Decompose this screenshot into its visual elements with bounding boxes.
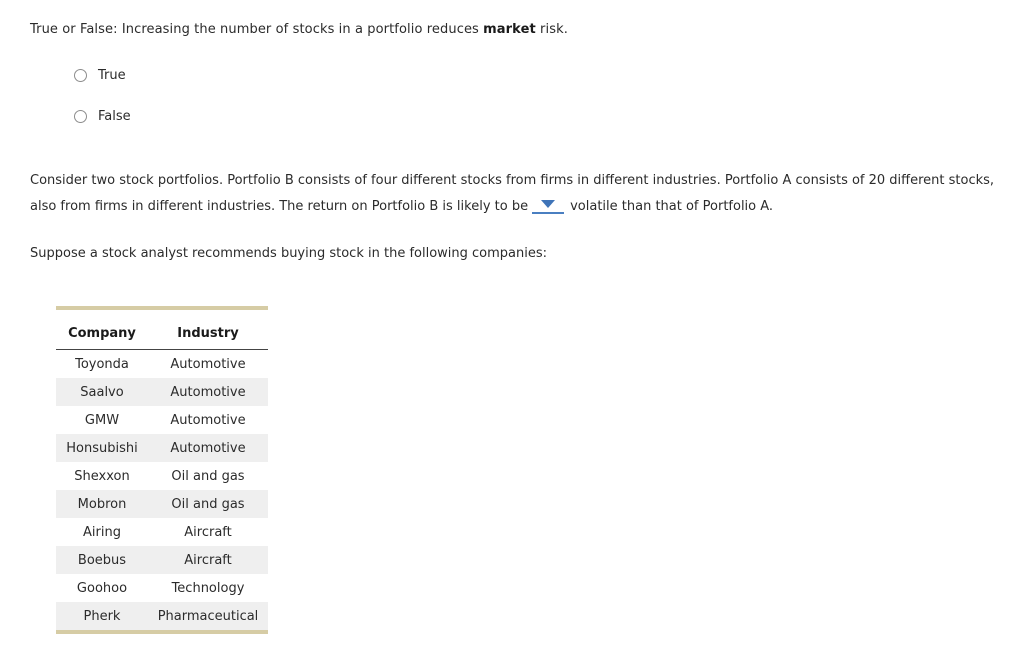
table-row bbox=[56, 378, 268, 406]
question-1-text bbox=[30, 22, 568, 37]
industry-cell: Aircraft bbox=[184, 524, 232, 540]
option-true[interactable] bbox=[74, 68, 126, 83]
industry-cell: Aircraft bbox=[148, 546, 268, 574]
question-2-line-2 bbox=[30, 194, 1005, 220]
question-2-after-dropdown: volatile than that of Portfolio A. bbox=[570, 199, 774, 214]
company-cell: Honsubishi bbox=[56, 434, 148, 462]
company-cell: Saalvo bbox=[56, 378, 148, 406]
industry-cell: Pharmaceutical bbox=[148, 602, 268, 630]
question-2-before-dropdown: also from firms in different industries. The return on Portfolio B is likely to be bbox=[30, 199, 529, 214]
option-false-label: False bbox=[98, 109, 131, 124]
option-false[interactable] bbox=[74, 109, 131, 124]
caret-down-icon bbox=[541, 200, 555, 208]
radio-button-true[interactable] bbox=[74, 69, 87, 82]
industry-cell: Automotive bbox=[170, 356, 246, 372]
company-cell: Shexxon bbox=[74, 468, 130, 484]
industry-cell: Oil and gas bbox=[148, 490, 268, 518]
company-cell: Boebus bbox=[56, 546, 148, 574]
table-row bbox=[56, 490, 268, 518]
header-industry: Industry bbox=[148, 310, 268, 350]
header-company: Company bbox=[56, 310, 148, 350]
radio-button-false[interactable] bbox=[74, 110, 87, 123]
question-2-text bbox=[30, 168, 1005, 220]
option-true-label: True bbox=[98, 68, 126, 83]
company-cell: GMW bbox=[84, 412, 120, 428]
industry-cell: Automotive bbox=[148, 434, 268, 462]
industry-cell: Oil and gas bbox=[171, 468, 245, 484]
question-1-bold-term: market bbox=[483, 22, 536, 37]
question-2-line-1: Consider two stock portfolios. Portfolio B consists of four different stocks from firms in different industries. Portfolio A consists of 20 different stocks, bbox=[30, 173, 995, 188]
table-row bbox=[56, 406, 268, 434]
industry-cell: Technology bbox=[171, 580, 245, 596]
company-cell: Goohoo bbox=[76, 580, 128, 596]
table-row bbox=[56, 602, 268, 630]
table-row bbox=[56, 518, 268, 546]
question-1-suffix: risk. bbox=[535, 22, 568, 37]
companies-table bbox=[56, 306, 268, 634]
company-cell: Toyonda bbox=[75, 356, 129, 372]
table-row bbox=[56, 434, 268, 462]
comparison-dropdown[interactable] bbox=[532, 195, 564, 214]
table-header-row bbox=[56, 310, 268, 350]
table-row bbox=[56, 546, 268, 574]
table-row bbox=[56, 574, 268, 602]
company-cell: Pherk bbox=[56, 602, 148, 630]
table-row bbox=[56, 350, 268, 379]
question-3-text: Suppose a stock analyst recommends buying stock in the following companies: bbox=[30, 246, 548, 261]
question-1-prefix: True or False: Increasing the number of stocks in a portfolio reduces bbox=[30, 22, 484, 37]
company-cell: Mobron bbox=[56, 490, 148, 518]
table-row bbox=[56, 462, 268, 490]
company-cell: Airing bbox=[83, 524, 121, 540]
industry-cell: Automotive bbox=[148, 378, 268, 406]
industry-cell: Automotive bbox=[170, 412, 246, 428]
